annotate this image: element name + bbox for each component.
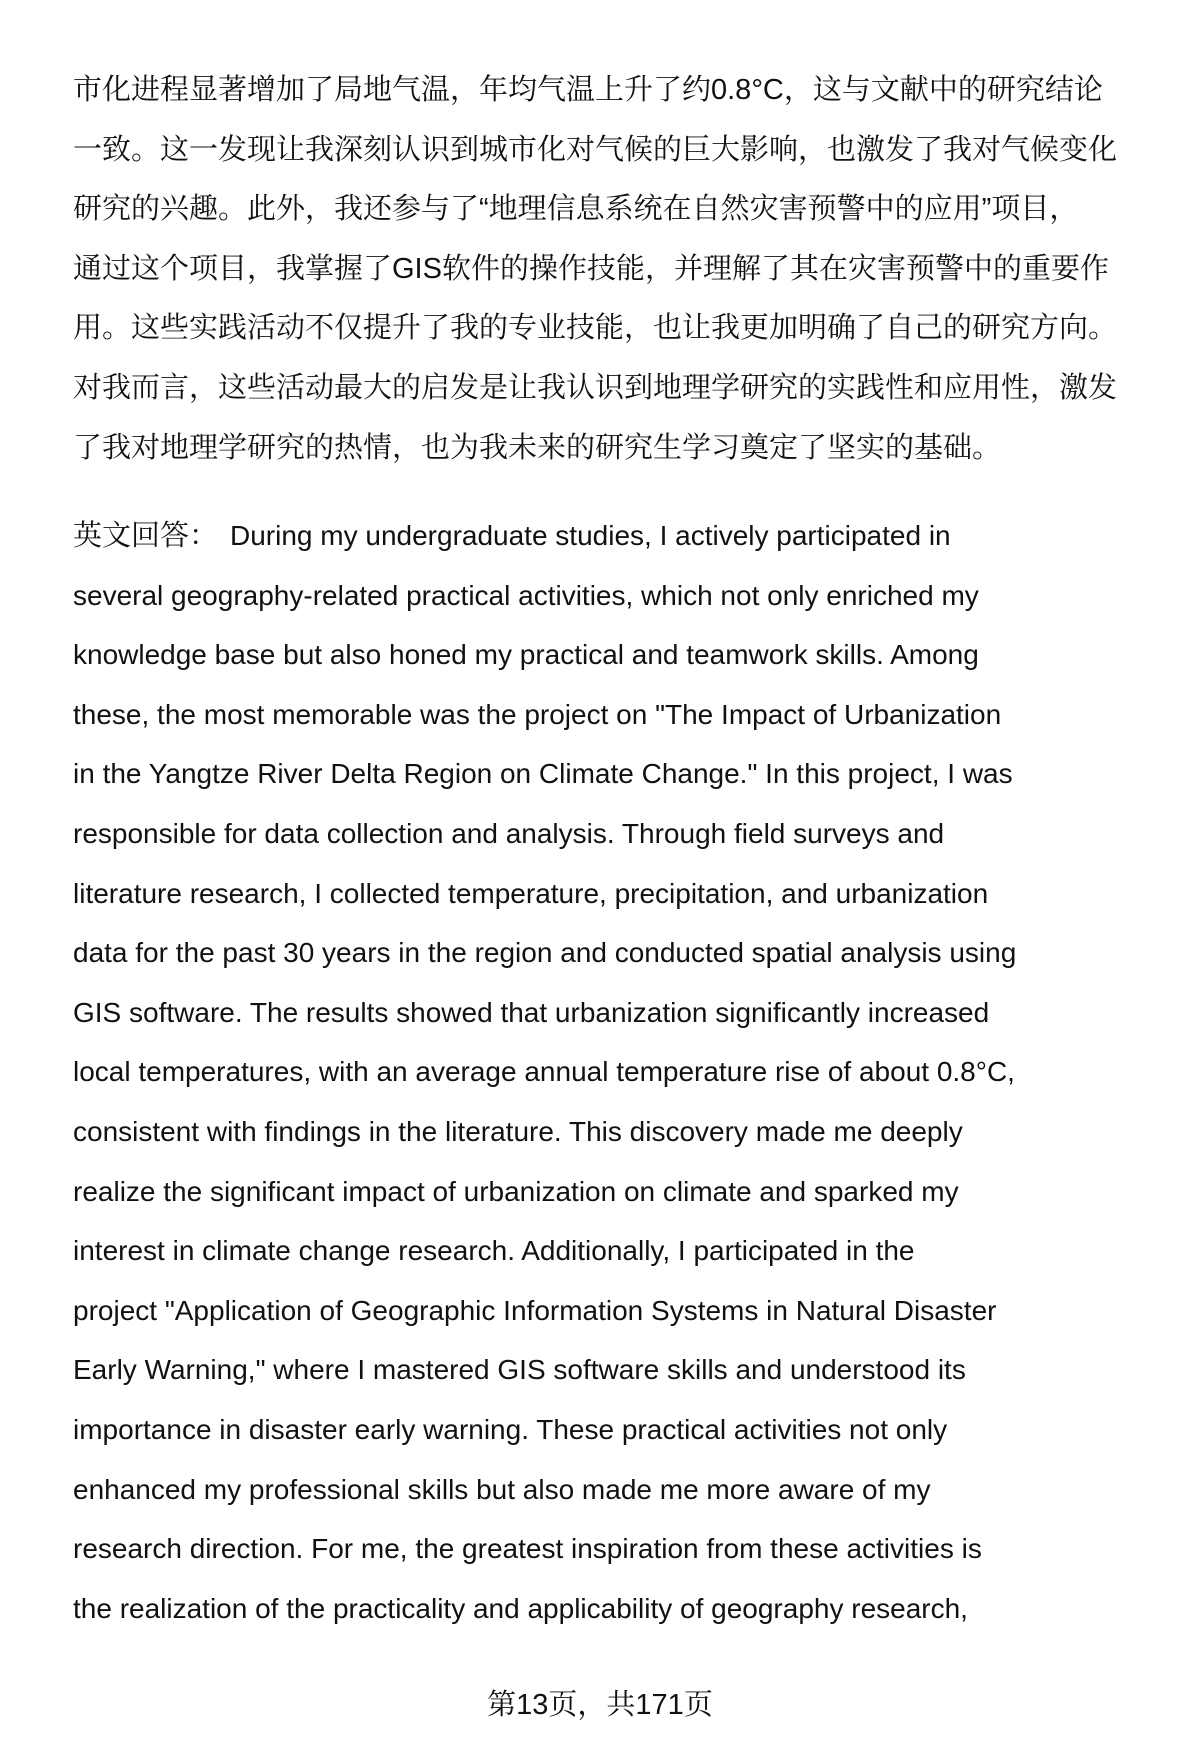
english-answer-label: 英文回答： [73, 520, 219, 552]
english-paragraph-line: these, the most memorable was the project on "The Impact of Urbanization [73, 698, 1002, 730]
english-paragraph-line: data for the past 30 years in the region and conducted spatial analysis using [73, 937, 1017, 969]
english-paragraph-line: research direction. For me, the greatest inspiration from these activities is [73, 1533, 982, 1565]
english-paragraph-line: Early Warning," where I mastered GIS software skills and understood its [73, 1354, 966, 1386]
chinese-paragraph-line: 市化进程显著增加了局地气温，年均气温上升了约0.8°C，这与文献中的研究结论 [73, 74, 1103, 106]
chinese-paragraph-line: 对我而言，这些活动最大的启发是让我认识到地理学研究的实践性和应用性，激发 [73, 372, 1118, 404]
english-paragraph-line: several geography-related practical activities, which not only enriched my [73, 579, 979, 611]
chinese-paragraph-line: 研究的兴趣。此外，我还参与了“地理信息系统在自然灾害预警中的应用”项目， [73, 193, 1079, 226]
english-paragraph-line: the realization of the practicality and applicability of geography research, [73, 1592, 968, 1624]
english-paragraph-line: GIS software. The results showed that urbanization significantly increased [73, 996, 990, 1028]
english-paragraph-line: enhanced my professional skills but also made me more aware of my [73, 1473, 931, 1505]
chinese-paragraph-line: 了我对地理学研究的热情，也为我未来的研究生学习奠定了坚实的基础。 [73, 431, 1002, 464]
english-paragraph-line: importance in disaster early warning. These practical activities not only [73, 1414, 948, 1445]
chinese-paragraph-line: 一致。这一发现让我深刻认识到城市化对气候的巨大影响，也激发了我对气候变化 [73, 133, 1118, 166]
english-paragraph-line: consistent with findings in the literature. This discovery made me deeply [73, 1116, 963, 1147]
english-line-text: During my undergraduate studies, I actively participated in [230, 520, 951, 551]
english-paragraph-line: literature research, I collected temperature, precipitation, and urbanization [73, 877, 989, 909]
chinese-paragraph-line: 通过这个项目，我掌握了GIS软件的操作技能，并理解了其在灾害预警中的重要作 [73, 252, 1109, 285]
english-paragraph-line [73, 522, 951, 551]
english-paragraph-line: interest in climate change research. Additionally, I participated in the [73, 1235, 915, 1267]
english-paragraph-line: in the Yangtze River Delta Region on Climate Change." In this project, I was [73, 758, 1013, 790]
chinese-paragraph-line: 用。这些实践活动不仅提升了我的专业技能，也让我更加明确了自己的研究方向。 [73, 312, 1118, 345]
page-number: 第13页，共171页 [487, 1689, 713, 1721]
english-paragraph-line: realize the significant impact of urbanization on climate and sparked my [73, 1175, 959, 1207]
english-paragraph-line: project "Application of Geographic Information Systems in Natural Disaster [73, 1294, 997, 1326]
english-paragraph-line: responsible for data collection and analysis. Through field surveys and [73, 818, 945, 849]
english-paragraph-line: knowledge base but also honed my practical and teamwork skills. Among [73, 639, 979, 671]
english-paragraph-line: local temperatures, with an average annual temperature rise of about 0.8°C, [73, 1056, 1015, 1088]
